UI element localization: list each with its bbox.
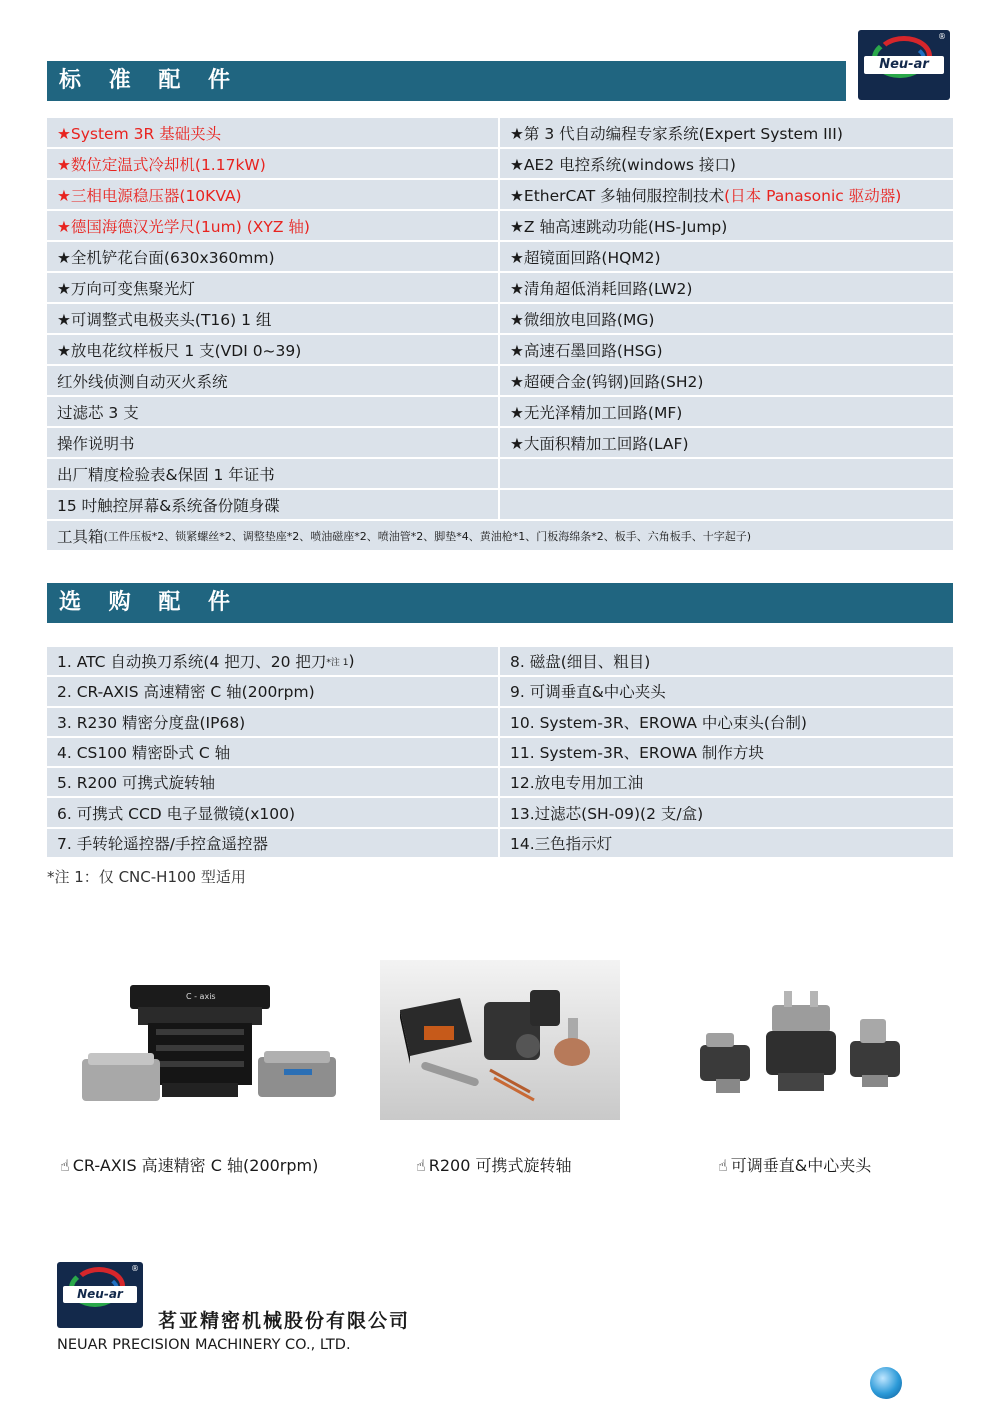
standard-cell-text: ★万向可变焦聚光灯 [57, 279, 195, 298]
optional-cell [47, 677, 498, 705]
standard-cell-text: ★超硬合金(钨钢)回路(SH2) [510, 372, 704, 391]
optional-cell-text: 14.三色指示灯 [510, 834, 613, 853]
standard-cell-text: ★EtherCAT 多轴伺服控制技术 [510, 186, 725, 205]
standard-cell [500, 118, 953, 147]
optional-cell-text: 6. 可携式 CCD 电子显微镜(x100) [57, 804, 296, 823]
standard-cell-text: ★放电花纹样板尺 1 支(VDI 0~39) [57, 341, 302, 360]
standard-cell-text: ★AE2 电控系统(windows 接口) [510, 155, 736, 174]
optional-cell-text: 9. 可调垂直&中心夹头 [510, 683, 666, 702]
company-name-en: NEUAR PRECISION MACHINERY CO., LTD. [57, 1337, 351, 1353]
optional-cell-text: 5. R200 可携式旋转轴 [57, 774, 215, 793]
optional-cell [47, 798, 498, 826]
caption-r200 [416, 1153, 572, 1176]
optional-cell-text: 10. System-3R、EROWA 中心束头(台制) [510, 713, 807, 732]
optional-cell [47, 738, 498, 766]
standard-cell-text: ★大面积精加工回路(LAF) [510, 434, 689, 453]
optional-cell [47, 768, 498, 796]
standard-cell-text: 红外线侦测自动灭火系统 [57, 372, 228, 391]
optional-cell [500, 677, 953, 705]
registered-mark: ® [938, 32, 946, 41]
standard-cell [500, 242, 953, 271]
optional-cell [500, 768, 953, 796]
optional-cell [47, 829, 498, 857]
caption-text: R200 可携式旋转轴 [428, 1156, 572, 1175]
optional-cell [500, 798, 953, 826]
logo-wordmark: Neu-ar [864, 56, 944, 74]
standard-cell-text: ★微细放电回路(MG) [510, 310, 655, 329]
standard-accessories-table [47, 118, 953, 550]
standard-cell [500, 335, 953, 364]
standard-cell [500, 180, 953, 209]
standard-cell-suffix: (日本 Panasonic 驱动器) [724, 186, 902, 205]
standard-cell-text: 15 吋触控屏幕&系统备份随身碟 [57, 496, 280, 515]
optional-accessories-table [47, 647, 953, 857]
optional-cell-text: 11. System-3R、EROWA 制作方块 [510, 744, 764, 763]
company-name-cn: 茗亚精密机械股份有限公司 [158, 1310, 411, 1332]
standard-cell [47, 211, 498, 240]
standard-cell-text: 过滤芯 3 支 [57, 403, 139, 422]
standard-cell-text: ★Z 轴高速跳动功能(HS-Jump) [510, 217, 728, 236]
standard-cell-text: ★超镜面回路(HQM2) [510, 248, 661, 267]
optional-cell [500, 647, 953, 675]
standard-cell-text: ★高速石墨回路(HSG) [510, 341, 663, 360]
chuck-photo [690, 985, 920, 1115]
standard-cell-text: ★第 3 代自动编程专家系统(Expert System III) [510, 124, 843, 143]
toolbox-label: 工具箱 [57, 527, 104, 546]
toolbox-row [47, 521, 953, 550]
standard-cell [500, 211, 953, 240]
standard-cell [500, 490, 953, 519]
standard-cell-text: ★无光泽精加工回路(MF) [510, 403, 683, 422]
caption-chuck [718, 1153, 871, 1176]
pointing-hand-icon: ☝ [60, 1156, 70, 1175]
standard-cell [500, 428, 953, 457]
optional-cell-text: 1. ATC 自动换刀系统(4 把刀、20 把刀 [57, 653, 327, 672]
standard-cell [47, 242, 498, 271]
optional-cell-text: 2. CR-AXIS 高速精密 C 轴(200rpm) [57, 683, 315, 702]
registered-mark: ® [131, 1264, 139, 1273]
standard-cell [500, 273, 953, 302]
footnote: *注 1：仅 CNC-H100 型适用 [47, 868, 246, 886]
optional-cell [500, 738, 953, 766]
optional-cell-text: 12.放电专用加工油 [510, 774, 644, 793]
standard-cell [500, 304, 953, 333]
pointing-hand-icon: ☝ [718, 1156, 728, 1175]
logo-wordmark: Neu-ar [63, 1286, 137, 1303]
c-axis-photo [78, 985, 342, 1113]
footer-logo [57, 1262, 143, 1328]
standard-cell [47, 273, 498, 302]
standard-cell [47, 335, 498, 364]
footnote-marker: *注 1 [326, 657, 349, 668]
brand-logo [858, 30, 950, 100]
globe-icon [870, 1367, 902, 1399]
r200-photo [380, 960, 620, 1120]
standard-cell [47, 118, 498, 147]
closing-paren: ) [348, 652, 355, 671]
standard-cell [47, 397, 498, 426]
optional-cell-text: 7. 手转轮遥控器/手控盒遥控器 [57, 834, 268, 853]
standard-cell-text: ★System 3R 基础夹头 [57, 124, 222, 143]
optional-cell [500, 829, 953, 857]
optional-cell-text: 8. 磁盘(细目、粗目) [510, 653, 651, 672]
standard-cell [500, 459, 953, 488]
standard-section-title: 标 准 配 件 [47, 61, 846, 101]
standard-cell-text: 出厂精度检验表&保固 1 年证书 [57, 465, 275, 484]
optional-cell [47, 647, 498, 675]
optional-cell [47, 708, 498, 736]
toolbox-detail: (工件压板*2、锁紧螺丝*2、调整垫座*2、喷油磁座*2、喷油管*2、脚垫*4、黄油枪*1、门板海绵条*2、板手、六角板手、十字起子) [103, 529, 752, 543]
standard-cell [47, 180, 498, 209]
standard-cell [47, 149, 498, 178]
standard-cell-text: ★清角超低消耗回路(LW2) [510, 279, 693, 298]
optional-cell-text: 3. R230 精密分度盘(IP68) [57, 713, 246, 732]
optional-cell-text: 4. CS100 精密卧式 C 轴 [57, 744, 231, 763]
standard-cell-text: ★德国海德汉光学尺(1um) (XYZ 轴) [57, 217, 310, 236]
standard-cell-text: 操作说明书 [57, 434, 135, 453]
caption-text: CR-AXIS 高速精密 C 轴(200rpm) [72, 1156, 319, 1175]
optional-cell-text: 13.过滤芯(SH-09)(2 支/盒) [510, 804, 704, 823]
standard-cell-text: ★全机铲花台面(630x360mm) [57, 248, 275, 267]
optional-section-title: 选 购 配 件 [47, 583, 953, 623]
standard-cell [500, 366, 953, 395]
pointing-hand-icon: ☝ [416, 1156, 426, 1175]
standard-cell [47, 366, 498, 395]
standard-cell [500, 149, 953, 178]
standard-cell [47, 304, 498, 333]
standard-cell-text: ★可调整式电极夹头(T16) 1 组 [57, 310, 272, 329]
c-axis-label: C - axis [186, 992, 216, 1001]
standard-cell [47, 428, 498, 457]
standard-cell [47, 490, 498, 519]
standard-cell [47, 459, 498, 488]
caption-cr-axis [60, 1153, 318, 1176]
optional-cell [500, 708, 953, 736]
standard-cell [500, 397, 953, 426]
standard-cell-text: ★数位定温式冷却机(1.17kW) [57, 155, 266, 174]
standard-cell-text: ★三相电源稳压器(10KVA) [57, 186, 242, 205]
caption-text: 可调垂直&中心夹头 [730, 1156, 872, 1175]
